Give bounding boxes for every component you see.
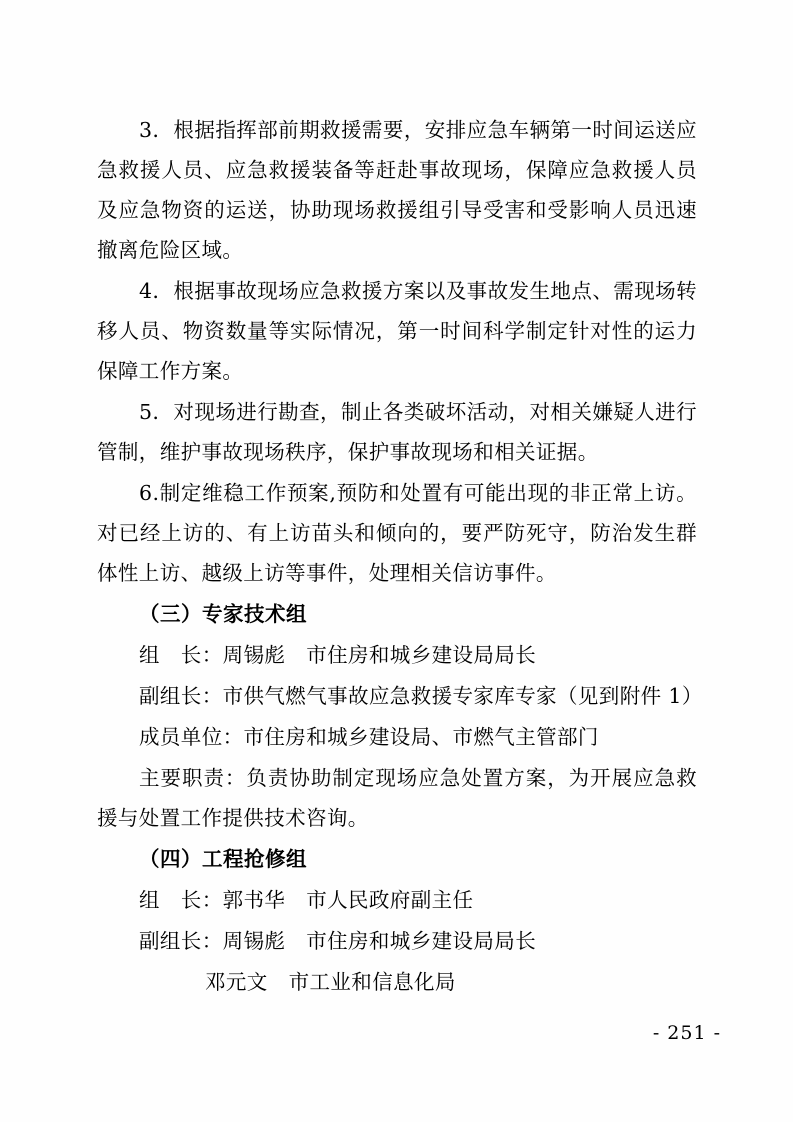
expert-tech-member-units: 成员单位：市住房和城乡建设局、市燃气主管部门 [139, 725, 599, 749]
paragraph-item-4: 4．根据事故现场应急救援方案以及事故发生地点、需现场转移人员、物资数量等实际情况，第一时间科学制定针对性的运力保障工作方案。 [97, 279, 697, 383]
expert-tech-deputy-leader: 副组长：市供气燃气事故应急救援专家库专家（见到附件 1） [139, 684, 703, 708]
paragraph-item-3: 3．根据指挥部前期救援需要，安排应急车辆第一时间运送应急救援人员、应急救援装备等赶赴事故现场，保障应急救援人员及应急物资的运送，协助现场救援组引导受害和受影响人员迅速撤离危险区域。 [97, 118, 697, 262]
document-body [97, 110, 703, 1003]
paragraph-item-5: 5．对现场进行勘查，制止各类破坏活动，对相关嫌疑人进行管制，维护事故现场秩序，保护事故现场和相关证据。 [97, 400, 697, 464]
engineering-repair-leader: 组 长：郭书华 市人民政府副主任 [139, 888, 474, 912]
page-number: - 251 - [652, 1022, 721, 1044]
expert-tech-duties: 主要职责：负责协助制定现场应急处置方案，为开展应急救援与处置工作提供技术咨询。 [97, 766, 697, 830]
section-heading-engineering-repair: （四）工程抢修组 [139, 847, 307, 871]
engineering-repair-deputy-leader-second: 邓元文 市工业和信息化局 [205, 970, 456, 994]
engineering-repair-deputy-leader: 副组长：周锡彪 市住房和城乡建设局局长 [139, 929, 537, 953]
section-heading-expert-tech: （三）专家技术组 [139, 602, 307, 626]
expert-tech-leader: 组 长：周锡彪 市住房和城乡建设局局长 [139, 643, 537, 667]
paragraph-item-6: 6.制定维稳工作预案,预防和处置有可能出现的非正常上访。对已经上访的、有上访苗头和倾向的，要严防死守，防治发生群体性上访、越级上访等事件，处理相关信访事件。 [97, 481, 697, 585]
